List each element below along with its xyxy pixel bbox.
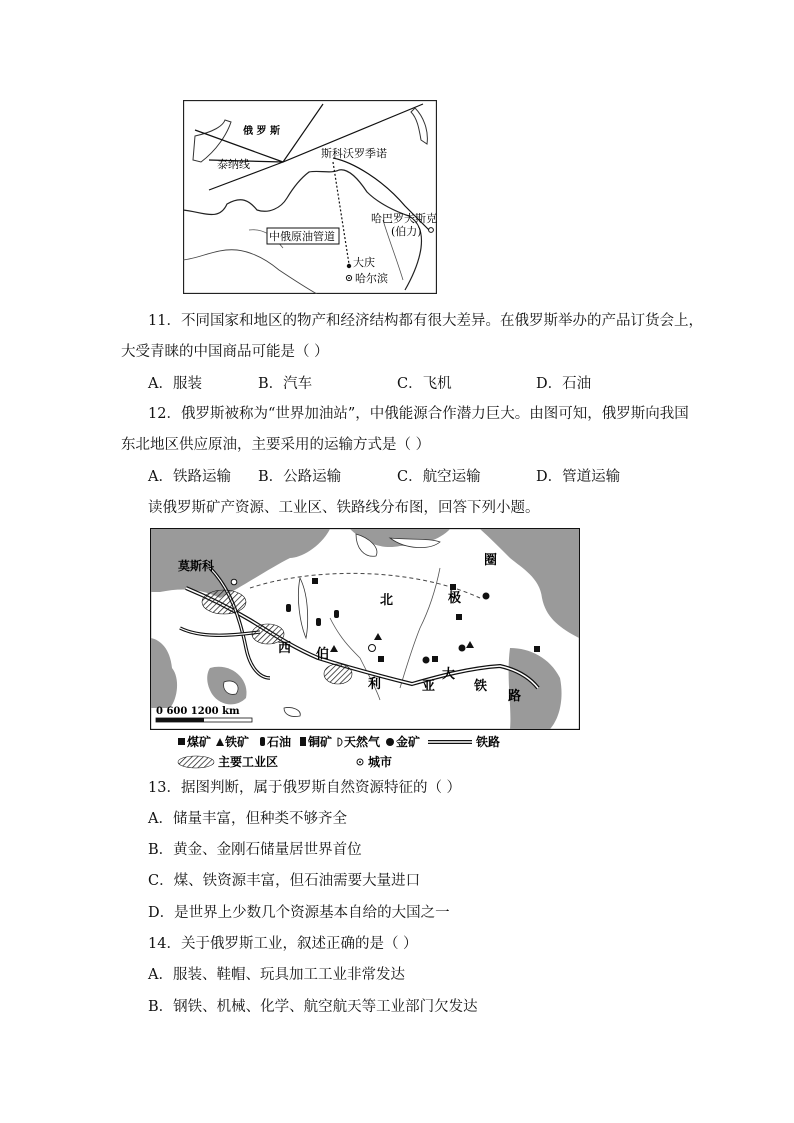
label-russia: 俄 罗 斯 — [243, 126, 280, 137]
label-xi: 西 — [278, 641, 292, 656]
legend-copper-icon — [300, 737, 306, 746]
label-taishet: 泰纳线 — [217, 158, 250, 171]
q12-line1: 12．俄罗斯被称为“世界加油站”，中俄能源合作潜力巨大。由图可知，俄罗斯向我国 — [148, 406, 689, 422]
q11-line2: 大受青睐的中国商品可能是（ ） — [121, 344, 329, 360]
q14-stem: 14．关于俄罗斯工业，叙述正确的是（ ） — [148, 936, 418, 952]
russia-resource-map-graphic — [150, 528, 580, 730]
q12-option-c[interactable]: C．航空运输 — [397, 469, 481, 485]
q12-option-d[interactable]: D．管道运输 — [536, 469, 621, 485]
legend-industrial: 主要工业区 — [218, 755, 279, 769]
label-li: 利 — [368, 677, 382, 692]
label-boli: (伯力) — [391, 225, 422, 238]
legend-copper: 铜矿 — [308, 735, 333, 749]
q11-option-b[interactable]: B．汽车 — [258, 376, 313, 392]
label-daqing: 大庆 — [353, 256, 375, 269]
q14-option-a[interactable]: A．服装、鞋帽、玩具加工工业非常发达 — [148, 967, 405, 983]
legend-coal: 煤矿 — [187, 735, 212, 749]
legend-gold-icon — [386, 738, 394, 746]
legend-coal-icon — [178, 738, 185, 745]
q14-option-b[interactable]: B．钢铁、机械、化学、航空航天等工业部门欠发达 — [148, 999, 478, 1015]
label-moscow: 莫斯科 — [178, 559, 215, 573]
label-bo: 伯 — [316, 647, 330, 662]
legend-oil-icon — [260, 737, 265, 746]
label-pipeline: 中俄原油管道 — [269, 230, 335, 243]
q11-option-d[interactable]: D．石油 — [536, 376, 592, 392]
label-ji: 极 — [448, 591, 462, 606]
q12-line2: 东北地区供应原油，主要采用的运输方式是（ ） — [121, 437, 431, 453]
legend-iron-icon — [216, 738, 224, 746]
legend-oil: 石油 — [267, 735, 292, 749]
scale-label: 0 600 1200 km — [156, 706, 240, 717]
q12-option-a[interactable]: A．铁路运输 — [148, 469, 231, 485]
label-bei: 北 — [380, 593, 394, 608]
q13-option-a[interactable]: A．储量丰富，但种类不够齐全 — [148, 811, 347, 827]
q13-option-d[interactable]: D．是世界上少数几个资源基本自给的大国之一 — [148, 905, 450, 921]
legend-gas: 天然气 — [344, 735, 381, 749]
q13-option-b[interactable]: B．黄金、金刚石储量居世界首位 — [148, 842, 362, 858]
q11-option-c[interactable]: C．飞机 — [397, 376, 452, 392]
legend-gold: 金矿 — [396, 735, 421, 749]
q11-line1: 11．不同国家和地区的物产和经济结构都有很大差异。在俄罗斯举办的产品订货会上， — [148, 313, 703, 329]
q13-option-c[interactable]: C．煤、铁资源丰富，但石油需要大量进口 — [148, 873, 421, 889]
map-legend — [172, 731, 552, 771]
q13-stem: 13．据图判断，属于俄罗斯自然资源特征的（ ） — [148, 780, 462, 796]
legend-railway: 铁路 — [476, 735, 501, 749]
intro-text: 读俄罗斯矿产资源、工业区、铁路线分布图，回答下列小题。 — [148, 500, 540, 516]
pipeline-map — [183, 100, 437, 294]
russia-resource-map — [150, 528, 580, 730]
label-tie: 铁 — [474, 679, 488, 694]
legend-city: 城市 — [368, 755, 393, 769]
label-skovorodino: 斯科沃罗季诺 — [321, 147, 387, 160]
pipeline-map-graphic — [183, 100, 437, 294]
legend-gas-icon — [338, 738, 342, 746]
label-quan: 圈 — [484, 553, 498, 568]
label-lu: 路 — [508, 689, 522, 704]
q12-option-b[interactable]: B．公路运输 — [258, 469, 342, 485]
legend-iron: 铁矿 — [225, 735, 250, 749]
legend-industrial-icon — [178, 756, 214, 768]
label-da: 大 — [442, 667, 456, 682]
label-harbin: 哈尔滨 — [355, 272, 388, 285]
label-ya: 亚 — [422, 679, 436, 694]
map-legend-graphic — [172, 731, 552, 771]
q11-option-a[interactable]: A．服装 — [148, 376, 202, 392]
label-khabarovsk: 哈巴罗夫斯克 — [371, 212, 437, 225]
